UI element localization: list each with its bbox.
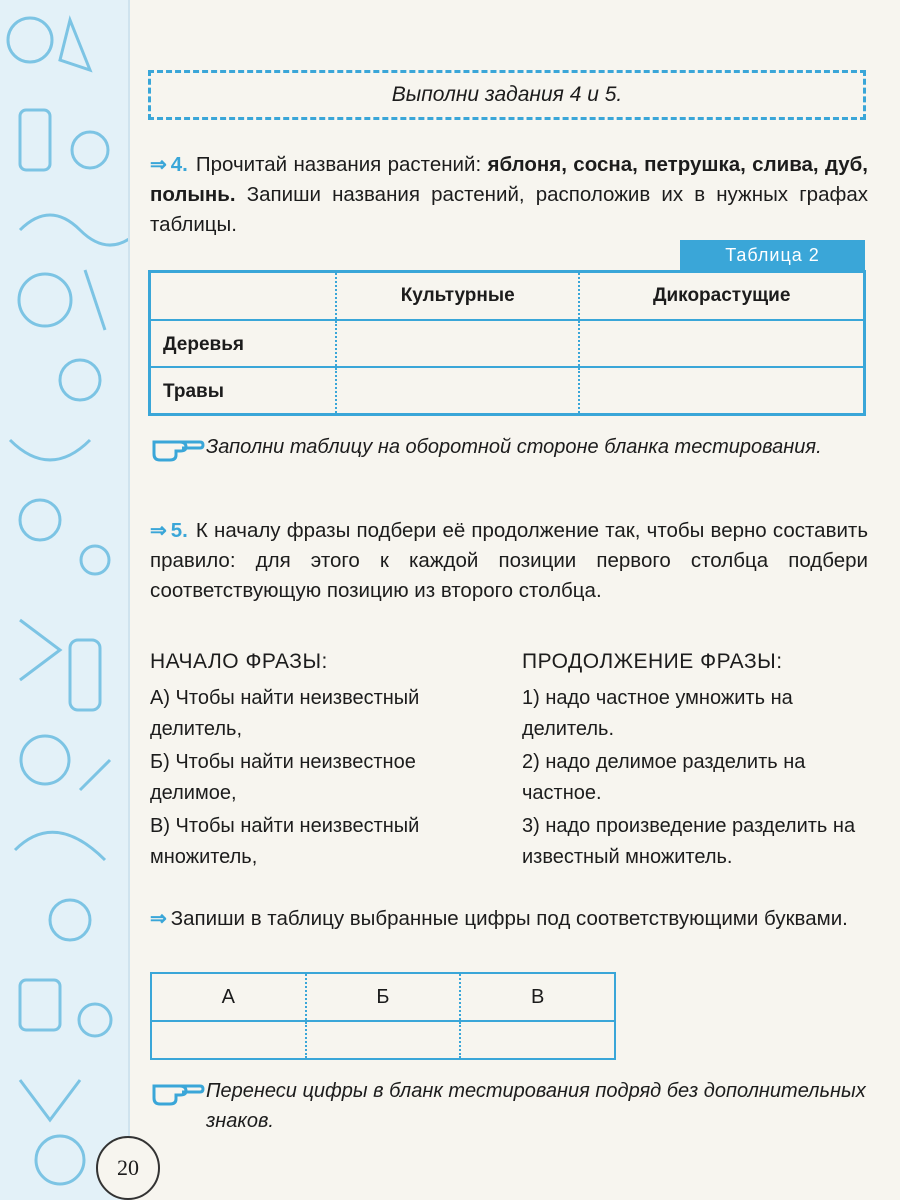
page-number: 20 — [96, 1136, 160, 1200]
table-corner — [150, 272, 337, 321]
phrase-start-b: Б) Чтобы найти неизвестное делимое, — [150, 751, 416, 804]
task-4-number: 4. — [170, 153, 188, 176]
phrase-end-column — [522, 646, 868, 873]
phrase-start-a: А) Чтобы найти неизвестный делитель, — [150, 687, 420, 740]
answer-cell-a[interactable] — [151, 1021, 306, 1059]
answer-header-a: А — [151, 973, 306, 1021]
decorative-margin — [0, 0, 128, 1200]
arrow-icon: ⇒ — [150, 908, 167, 930]
note-transfer — [150, 1076, 868, 1136]
row-label-herbs: Травы — [150, 367, 337, 415]
instruction-body: Запиши в таблицу выбранные цифры под соответствующими буквами. — [170, 907, 848, 930]
doodle-pattern — [0, 0, 128, 1200]
note-1-text: Заполни таблицу на оборотной стороне бланка тестирования. — [206, 436, 822, 458]
cell-herbs-wild[interactable] — [579, 367, 864, 415]
phrase-start-c: В) Чтобы найти неизвестный множитель, — [150, 815, 420, 868]
phrase-end-3: 3) надо произведение разделить на известный множитель. — [522, 815, 856, 868]
page-edge — [128, 0, 130, 1200]
task-banner: Выполни задания 4 и 5. — [148, 70, 866, 120]
header-cultivated: Культурные — [336, 272, 579, 321]
task-5-body: К началу фразы подбери её продолжение так, чтобы верно составить правило: для этого к каждой позиции первого столбца подбери соответствующую позицию из второго столбца. — [150, 519, 868, 602]
phrase-start-column — [150, 646, 480, 873]
plants-table — [148, 270, 866, 416]
answer-header-c: В — [460, 973, 615, 1021]
phrase-end-heading: ПРОДОЛЖЕНИЕ ФРАЗЫ: — [522, 650, 783, 673]
note-2-text: Перенеси цифры в бланк тестирования подряд без дополнительных знаков. — [206, 1080, 866, 1132]
cell-trees-wild[interactable] — [579, 320, 864, 367]
pointing-hand-icon — [150, 432, 206, 462]
phrase-end-1: 1) надо частное умножить на делитель. — [522, 687, 793, 740]
task-4-intro: Прочитай названия растений: — [195, 153, 482, 176]
arrow-icon: ⇒ — [150, 154, 167, 176]
answer-table — [150, 972, 616, 1060]
phrase-end-2: 2) надо делимое разделить на частное. — [522, 751, 806, 804]
answer-header-b: Б — [306, 973, 461, 1021]
answer-cell-b[interactable] — [306, 1021, 461, 1059]
pointing-hand-icon — [150, 1076, 206, 1106]
cell-herbs-cultivated[interactable] — [336, 367, 579, 415]
row-label-trees: Деревья — [150, 320, 337, 367]
task-5-text — [150, 516, 868, 606]
task-4-plants: яблоня, сосна, петрушка, слива, дуб, полынь. — [150, 153, 868, 206]
task-4-text — [150, 150, 868, 240]
phrase-start-heading: НАЧАЛО ФРАЗЫ: — [150, 650, 328, 673]
instruction-text — [150, 904, 868, 934]
task-5-number: 5. — [170, 519, 188, 542]
note-fill-table — [150, 432, 868, 462]
header-wild: Дикорастущие — [579, 272, 864, 321]
cell-trees-cultivated[interactable] — [336, 320, 579, 367]
arrow-icon: ⇒ — [150, 520, 167, 542]
table-tag: Таблица 2 — [680, 240, 865, 270]
answer-cell-c[interactable] — [460, 1021, 615, 1059]
task-4-rest: Запиши названия растений, расположив их в нужных графах таблицы. — [150, 183, 868, 236]
